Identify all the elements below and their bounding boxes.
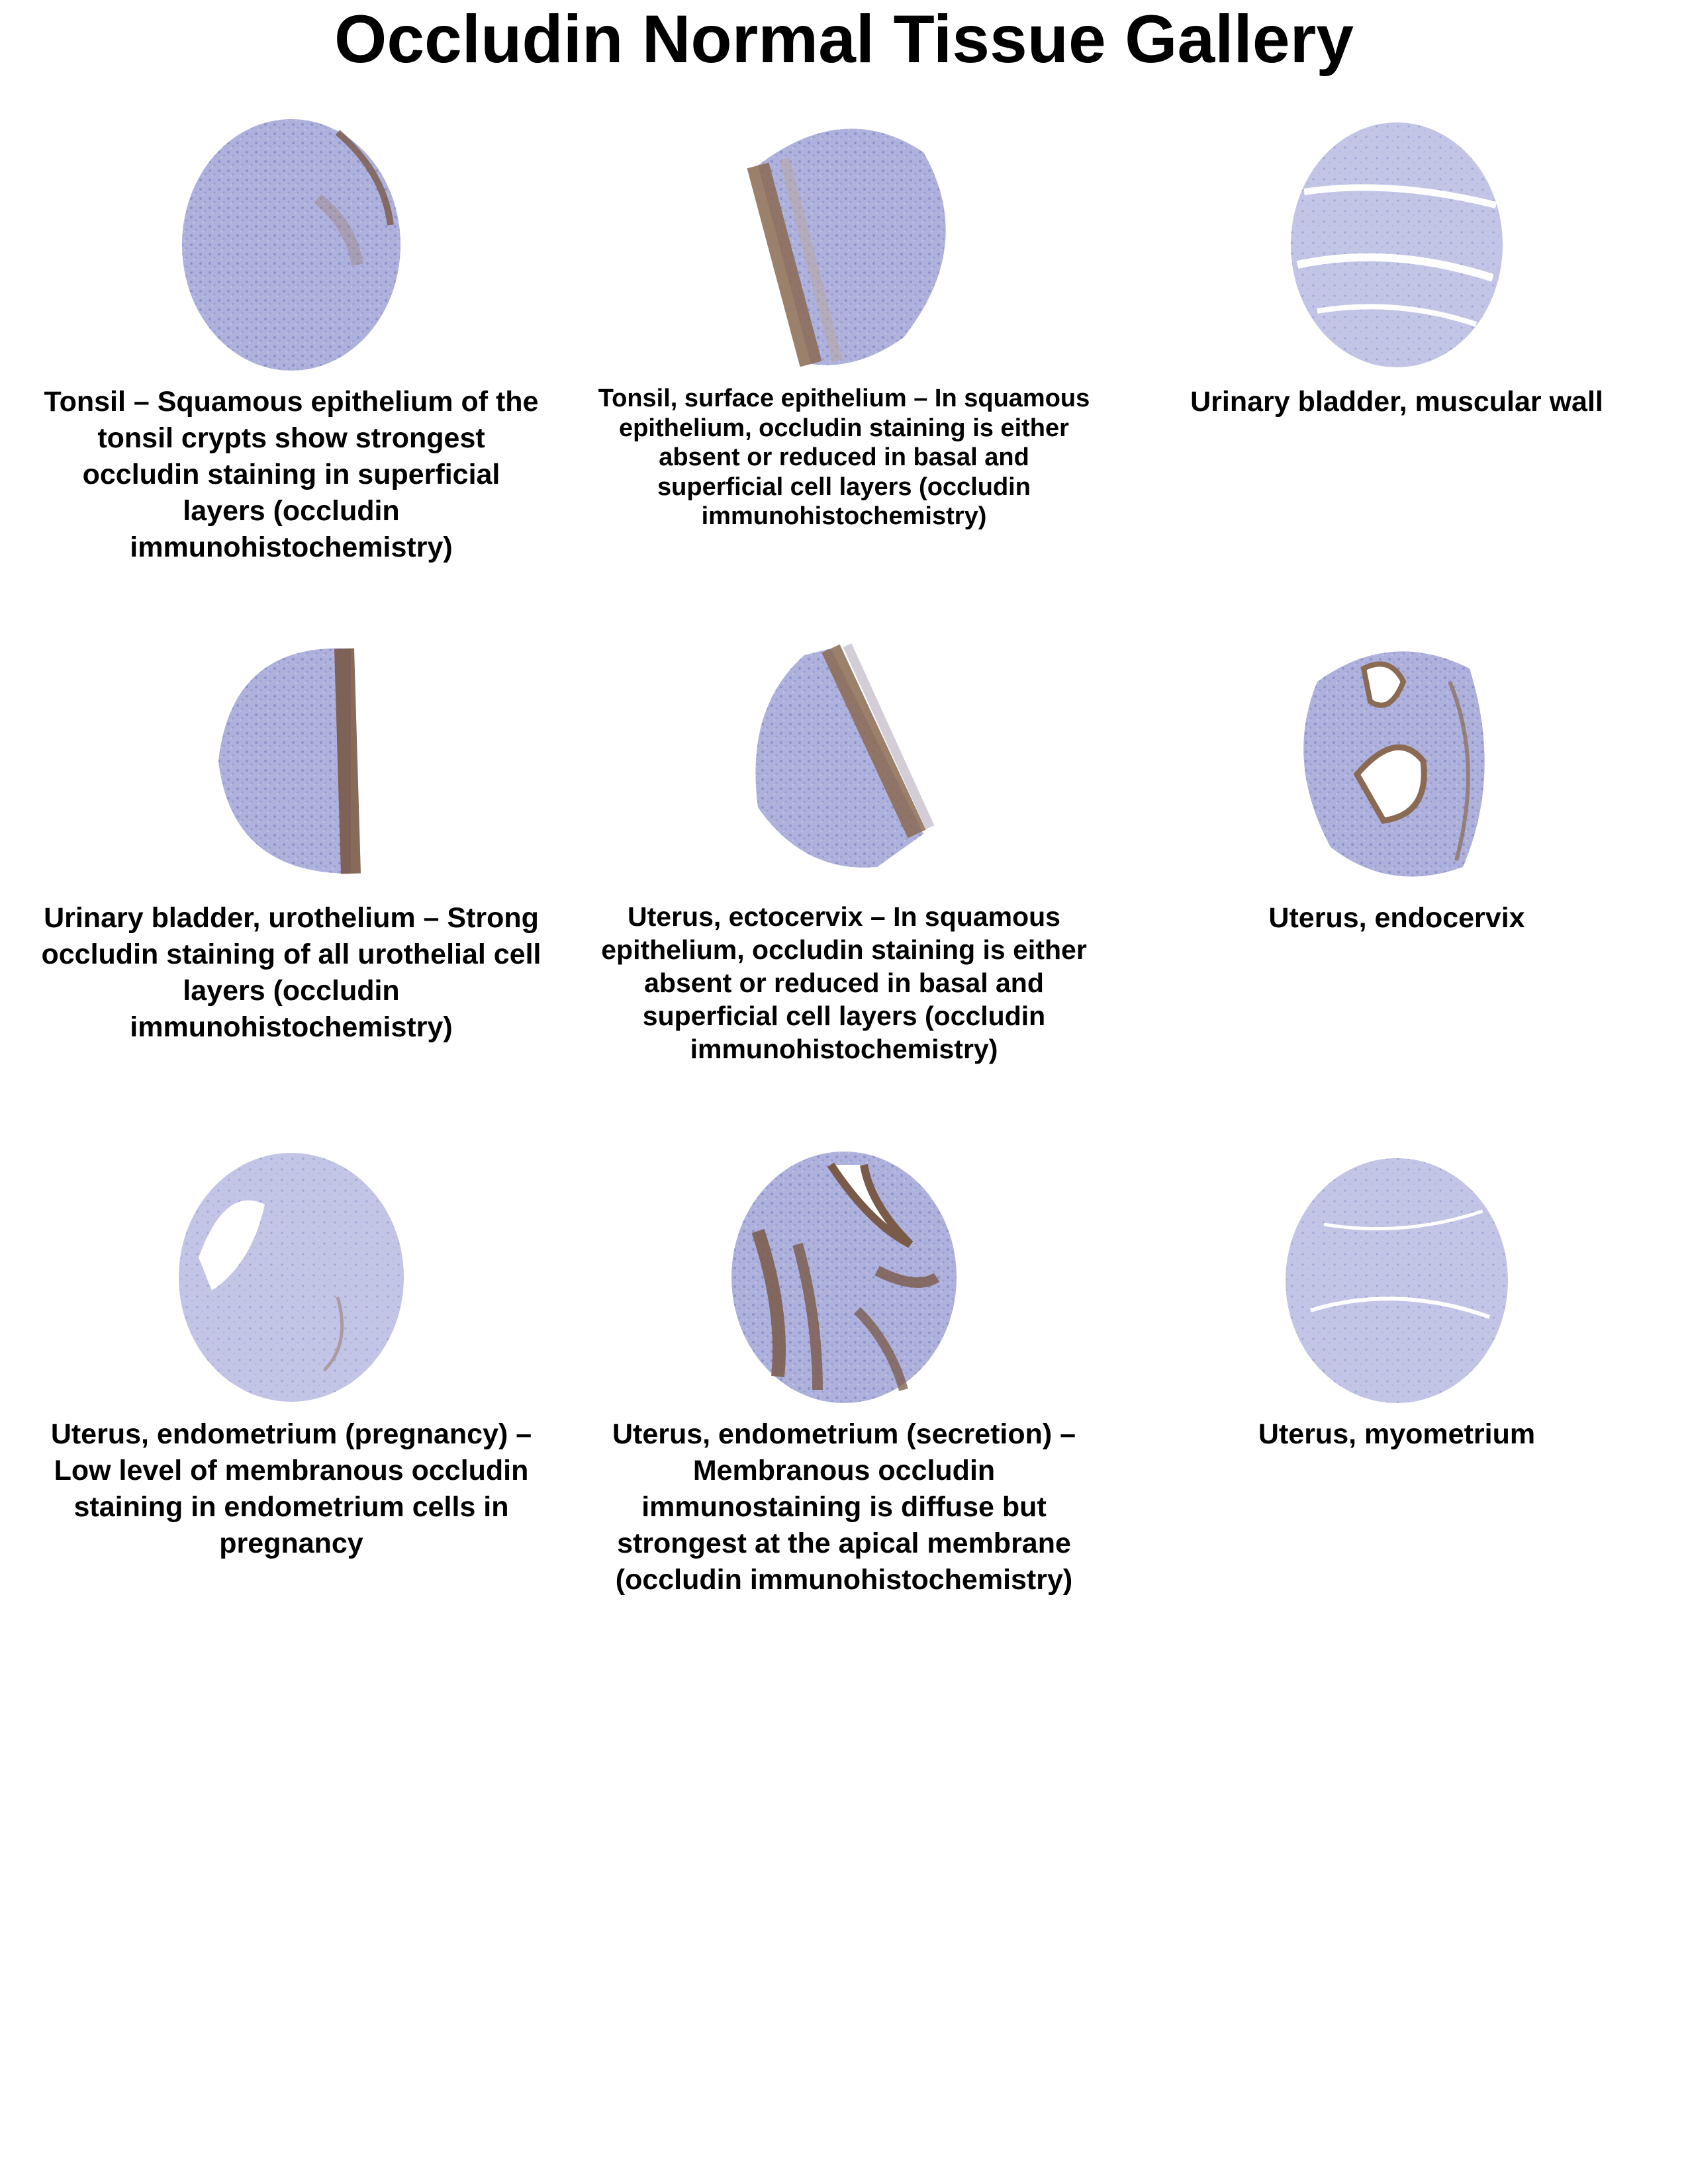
caption: Uterus, myometrium (1258, 1418, 1536, 1450)
tissue-image-tonsil-surface (705, 113, 983, 377)
tissue-image-ectocervix (705, 629, 983, 893)
tissue-image-myometrium (1258, 1145, 1536, 1410)
tissue-image-endocervix (1258, 629, 1536, 893)
caption: Uterus, endometrium (pregnancy) – Low level of membranous occludin staining in endometrium cells in pregnancy (50, 1418, 532, 1559)
caption: Uterus, endometrium (secretion) – Membranous occludin immunostaining is diffuse but strongest at the apical membrane (occludin immunohistochemistry) (612, 1418, 1076, 1596)
caption: Uterus, ectocervix – In squamous epithelium, occludin staining is either absent or reduced in basal and superficial cell layers (occludin immunohistochemistry) (601, 901, 1087, 1064)
caption: Urinary bladder, muscular wall (1190, 386, 1603, 418)
caption: Urinary bladder, urothelium – Strong occludin staining of all urothelial cell layers (occludin immunohistochemistry) (41, 902, 541, 1043)
tissue-image-endometrium-secretion (705, 1145, 983, 1410)
caption: Tonsil – Squamous epithelium of the tonsil crypts show strongest occludin staining in superficial layers (occludin immunohistochemistry) (44, 386, 539, 563)
tissue-image-endometrium-pregnancy (152, 1145, 430, 1410)
tissue-image-bladder-muscular (1258, 113, 1536, 377)
tissue-image-bladder-urothelium (152, 629, 430, 893)
caption: Tonsil, surface epithelium – In squamous epithelium, occludin staining is either absent or reduced in basal and superficial cell layers (occludin immunohistochemistry) (598, 385, 1090, 530)
tissue-image-tonsil-crypt (152, 113, 430, 377)
caption: Uterus, endocervix (1268, 902, 1525, 934)
page-title: Occludin Normal Tissue Gallery (334, 1, 1354, 77)
